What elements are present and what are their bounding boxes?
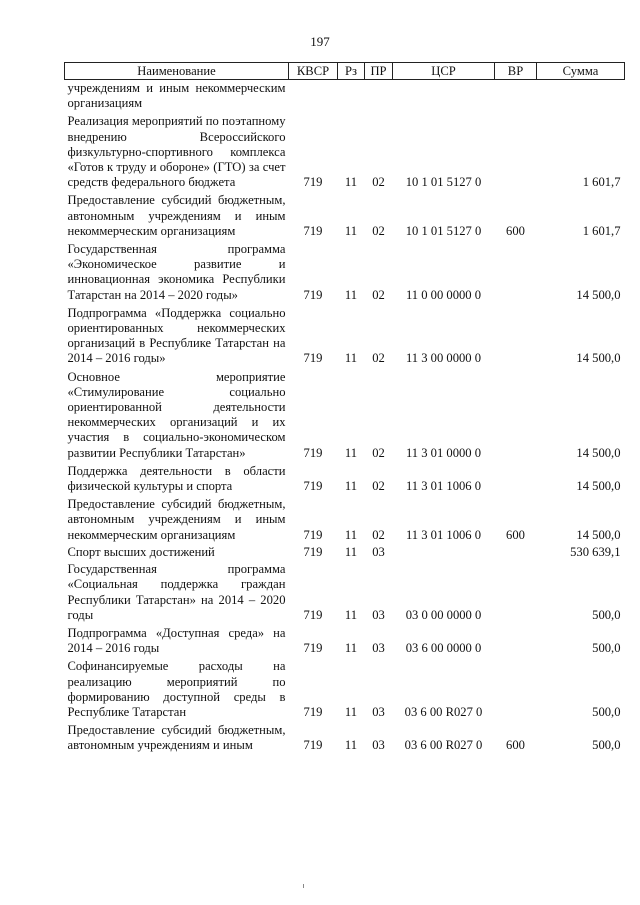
row-sum: 14 500,0 — [576, 527, 621, 542]
row-vr: 600 — [506, 223, 525, 238]
row-kvsr: 719 — [303, 738, 323, 753]
row-kvsr: 719 — [303, 351, 323, 366]
row-pr: 02 — [372, 287, 385, 302]
row-sum: 500,0 — [592, 607, 621, 622]
table-row — [65, 496, 625, 545]
row-rz: 11 — [344, 351, 358, 366]
row-sum: 14 500,0 — [576, 479, 621, 494]
row-name: Софинансируемые расходы на реализацию мероприятий по формированию доступной среды в Республике Татарстан — [67, 659, 286, 719]
row-kvsr: 719 — [303, 641, 323, 656]
row-pr: 02 — [372, 527, 385, 542]
row-pr: 02 — [372, 175, 385, 190]
row-sum: 500,0 — [592, 738, 621, 753]
row-kvsr: 719 — [303, 607, 323, 622]
row-csr: 11 3 01 1006 0 — [405, 527, 482, 542]
row-sum: 14 500,0 — [576, 351, 621, 366]
table-row — [65, 113, 625, 192]
table-row — [65, 561, 625, 625]
row-vr — [495, 305, 537, 369]
row-vr — [495, 545, 537, 561]
row-sum: 1 601,7 — [582, 175, 621, 190]
table-row — [65, 305, 625, 369]
row-rz: 11 — [344, 704, 358, 719]
row-csr: 03 0 00 0000 0 — [405, 607, 482, 622]
row-name: Подпрограмма «Поддержка социально ориентированных некоммерческих организаций в Республике Татарстан на 2014 – 2016 годы» — [67, 305, 286, 366]
row-kvsr: 719 — [303, 175, 323, 190]
table-row — [65, 369, 625, 463]
table-row — [65, 625, 625, 658]
row-vr — [495, 658, 537, 722]
row-name: учреждениям и иным некоммерческим организациям — [67, 81, 286, 111]
row-kvsr: 719 — [303, 287, 323, 302]
row-csr: 11 3 01 1006 0 — [405, 479, 482, 494]
row-csr: 03 6 00 R027 0 — [404, 738, 483, 753]
row-name: Государственная программа «Социальная поддержка граждан Республики Татарстан» на 2014 – 2020 годы — [67, 562, 286, 622]
row-rz: 11 — [344, 544, 358, 559]
row-rz: 11 — [344, 527, 358, 542]
row-sum: 500,0 — [592, 641, 621, 656]
table-row — [65, 192, 625, 241]
row-vr: 600 — [506, 738, 525, 753]
row-pr: 03 — [372, 607, 385, 622]
row-sum: 530 639,1 — [570, 544, 621, 559]
scan-mark — [303, 884, 304, 888]
row-kvsr — [289, 80, 338, 114]
row-vr — [495, 113, 537, 192]
row-rz: 11 — [344, 175, 358, 190]
header-csr: ЦСР — [393, 63, 495, 80]
page-number: 197 — [310, 34, 330, 49]
row-csr: 11 0 00 0000 0 — [405, 287, 482, 302]
row-rz: 11 — [344, 607, 358, 622]
row-vr — [495, 625, 537, 658]
row-pr: 02 — [372, 223, 385, 238]
row-name: Государственная программа «Экономическое развитие и инновационная экономика Республики Татарстан на 2014 – 2020 годы» — [67, 242, 286, 302]
row-kvsr: 719 — [303, 223, 323, 238]
row-sum: 1 601,7 — [582, 223, 621, 238]
row-rz: 11 — [344, 641, 358, 656]
row-name: Подпрограмма «Доступная среда» на 2014 – 2016 годы — [67, 625, 286, 656]
row-pr: 02 — [372, 445, 385, 460]
header-kvsr: КВСР — [289, 63, 338, 80]
row-sum: 500,0 — [592, 704, 621, 719]
row-kvsr: 719 — [303, 704, 323, 719]
row-rz: 11 — [344, 445, 358, 460]
row-kvsr: 719 — [303, 527, 323, 542]
row-kvsr: 719 — [303, 445, 323, 460]
row-rz: 11 — [344, 223, 358, 238]
row-vr — [495, 561, 537, 625]
header-rz: Рз — [338, 63, 365, 80]
row-name: Спорт высших достижений — [67, 544, 215, 559]
row-kvsr: 719 — [303, 544, 323, 559]
row-csr: 03 6 00 0000 0 — [405, 641, 482, 656]
row-vr — [495, 463, 537, 496]
table-row — [65, 545, 625, 561]
row-vr — [495, 369, 537, 463]
row-pr: 03 — [372, 704, 385, 719]
row-name: Поддержка деятельности в области физической культуры и спорта — [67, 463, 286, 494]
table-row — [65, 80, 625, 114]
row-vr: 600 — [506, 527, 525, 542]
row-pr: 03 — [372, 544, 385, 559]
row-rz: 11 — [344, 287, 358, 302]
budget-table — [64, 62, 625, 756]
row-rz — [338, 80, 365, 114]
table-header-row — [65, 63, 625, 80]
row-csr: 10 1 01 5127 0 — [405, 223, 482, 238]
row-kvsr: 719 — [303, 479, 323, 494]
row-name: Предоставление субсидий бюджетным, автономным учреждениям и иным некоммерческим организациям — [67, 497, 286, 542]
row-vr — [495, 241, 537, 305]
row-pr: 02 — [372, 351, 385, 366]
table-row — [65, 658, 625, 722]
row-name: Реализация мероприятий по поэтапному внедрению Всероссийского физкультурно-спортивного комплекса «Готов к труду и обороне» (ГТО) за счет средств федерального бюджета — [67, 114, 286, 190]
row-pr — [365, 80, 393, 114]
table-row — [65, 241, 625, 305]
table-row — [65, 463, 625, 496]
row-sum: 14 500,0 — [576, 445, 621, 460]
row-name: Предоставление субсидий бюджетным, автономным учреждениям и иным некоммерческим организациям — [67, 193, 286, 238]
header-vr: ВР — [495, 63, 537, 80]
header-name: Наименование — [65, 63, 289, 80]
row-csr: 11 3 01 0000 0 — [405, 445, 482, 460]
row-pr: 03 — [372, 641, 385, 656]
row-csr: 10 1 01 5127 0 — [405, 175, 482, 190]
row-rz: 11 — [344, 738, 358, 753]
row-pr: 02 — [372, 479, 385, 494]
header-pr: ПР — [365, 63, 393, 80]
row-rz: 11 — [344, 479, 358, 494]
row-csr: 03 6 00 R027 0 — [404, 704, 483, 719]
row-name: Предоставление субсидий бюджетным, автономным учреждениям и иным — [67, 723, 286, 753]
row-name: Основное мероприятие «Стимулирование социально ориентированной деятельности некоммерческих организаций и их участия в социально-экономическом развитии Республики Татарстан» — [67, 369, 286, 460]
row-pr: 03 — [372, 738, 385, 753]
header-sum: Сумма — [537, 63, 625, 80]
row-csr — [393, 545, 495, 561]
row-sum — [537, 80, 625, 114]
row-sum: 14 500,0 — [576, 287, 621, 302]
row-csr — [393, 80, 495, 114]
row-csr: 11 3 00 0000 0 — [405, 351, 482, 366]
row-vr — [495, 80, 537, 114]
table-row — [65, 722, 625, 755]
